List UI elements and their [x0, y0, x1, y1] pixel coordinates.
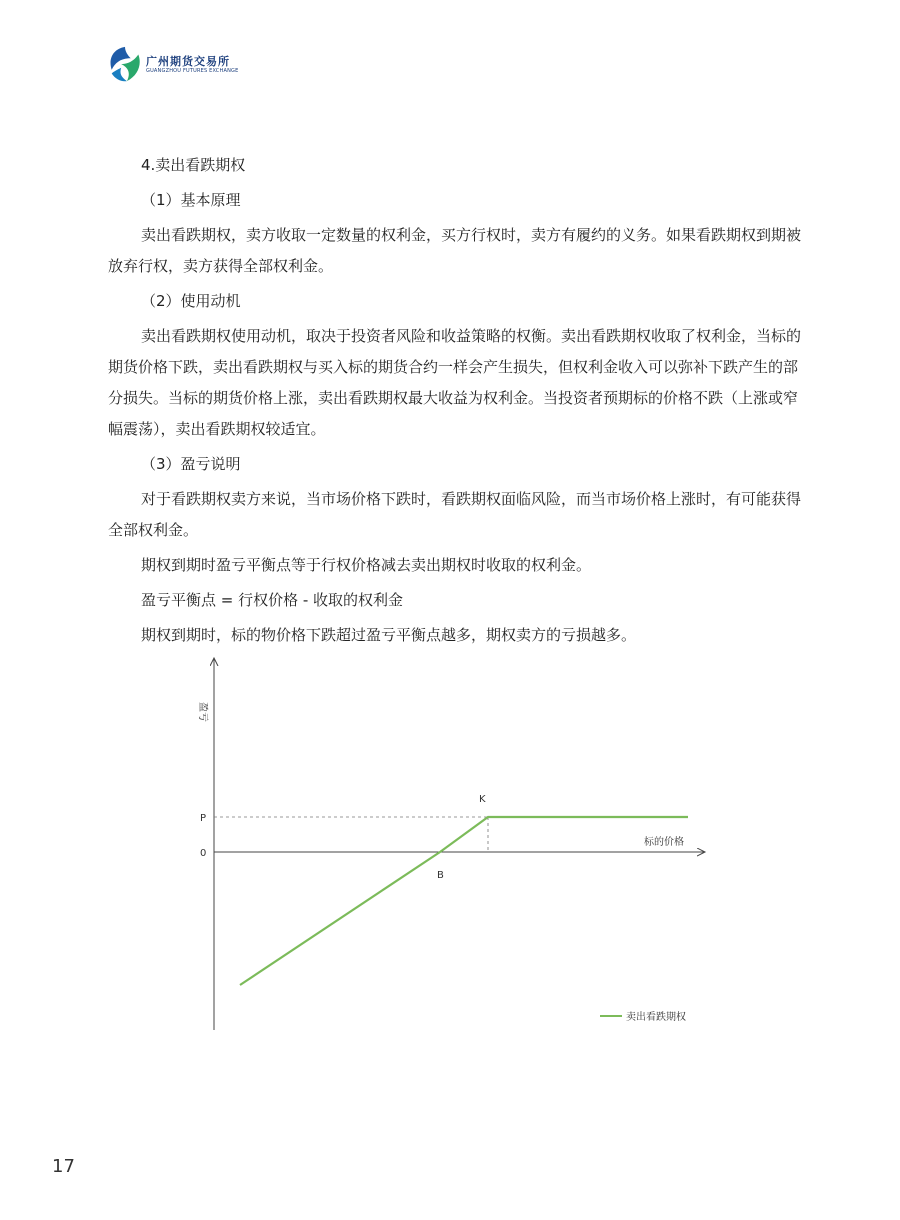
paragraph-loss-note: 期权到期时，标的物价格下跌超过盈亏平衡点越多，期权卖方的亏损越多。 — [141, 626, 637, 644]
paragraph-motivation: 卖出看跌期权使用动机，取决于投资者风险和收益策略的权衡。卖出看跌期权收取了权利金，当标的期货价格下跌，卖出看跌期权与买入标的期货合约一样会产生损失，但权利金收入可以弥补下跌产生的部分损失。当标的期货价格上涨，卖出看跌期权最大收益为权利金。当投资者预期标的价格不跌（上涨或窄幅震荡），卖出看跌期权较适宜。 — [108, 327, 802, 438]
x-axis-label: 标的价格 — [644, 837, 684, 848]
y-axis-label: 盈亏 — [197, 702, 208, 722]
paragraph-breakeven-formula: 盈亏平衡点 = 行权价格 - 收取的权利金 — [141, 591, 404, 609]
chart-legend — [600, 1010, 686, 1023]
y-tick-label-zero: 0 — [200, 848, 207, 859]
y-tick-label-p: P — [200, 813, 207, 824]
paragraph-profit-loss: 对于看跌期权卖方来说，当市场价格下跌时，看跌期权面临风险，而当市场价格上涨时，有可能获得全部权利金。 — [108, 490, 802, 539]
section-title: 4.卖出看跌期权 — [141, 156, 246, 174]
legend-label: 卖出看跌期权 — [626, 1012, 686, 1023]
paragraph-breakeven: 期权到期时盈亏平衡点等于行权价格减去卖出期权时收取的权利金。 — [141, 556, 592, 574]
subheading-profit-loss: （3）盈亏说明 — [141, 455, 241, 473]
logo-english-name: GUANGZHOU FUTURES EXCHANGE — [146, 68, 239, 74]
logo-chinese-name: 广州期货交易所 — [146, 55, 230, 68]
paragraph-basic-principle: 卖出看跌期权，卖方收取一定数量的权利金，买方行权时，卖方有履约的义务。如果看跌期权到期被放弃行权，卖方获得全部权利金。 — [108, 226, 802, 275]
page-number: 17 — [52, 1156, 75, 1177]
subheading-basic-principle: （1）基本原理 — [141, 191, 241, 209]
series-line-short-put — [240, 817, 688, 985]
point-label-k: K — [479, 794, 486, 805]
point-label-b: B — [437, 870, 444, 881]
subheading-motivation: （2）使用动机 — [141, 292, 241, 310]
